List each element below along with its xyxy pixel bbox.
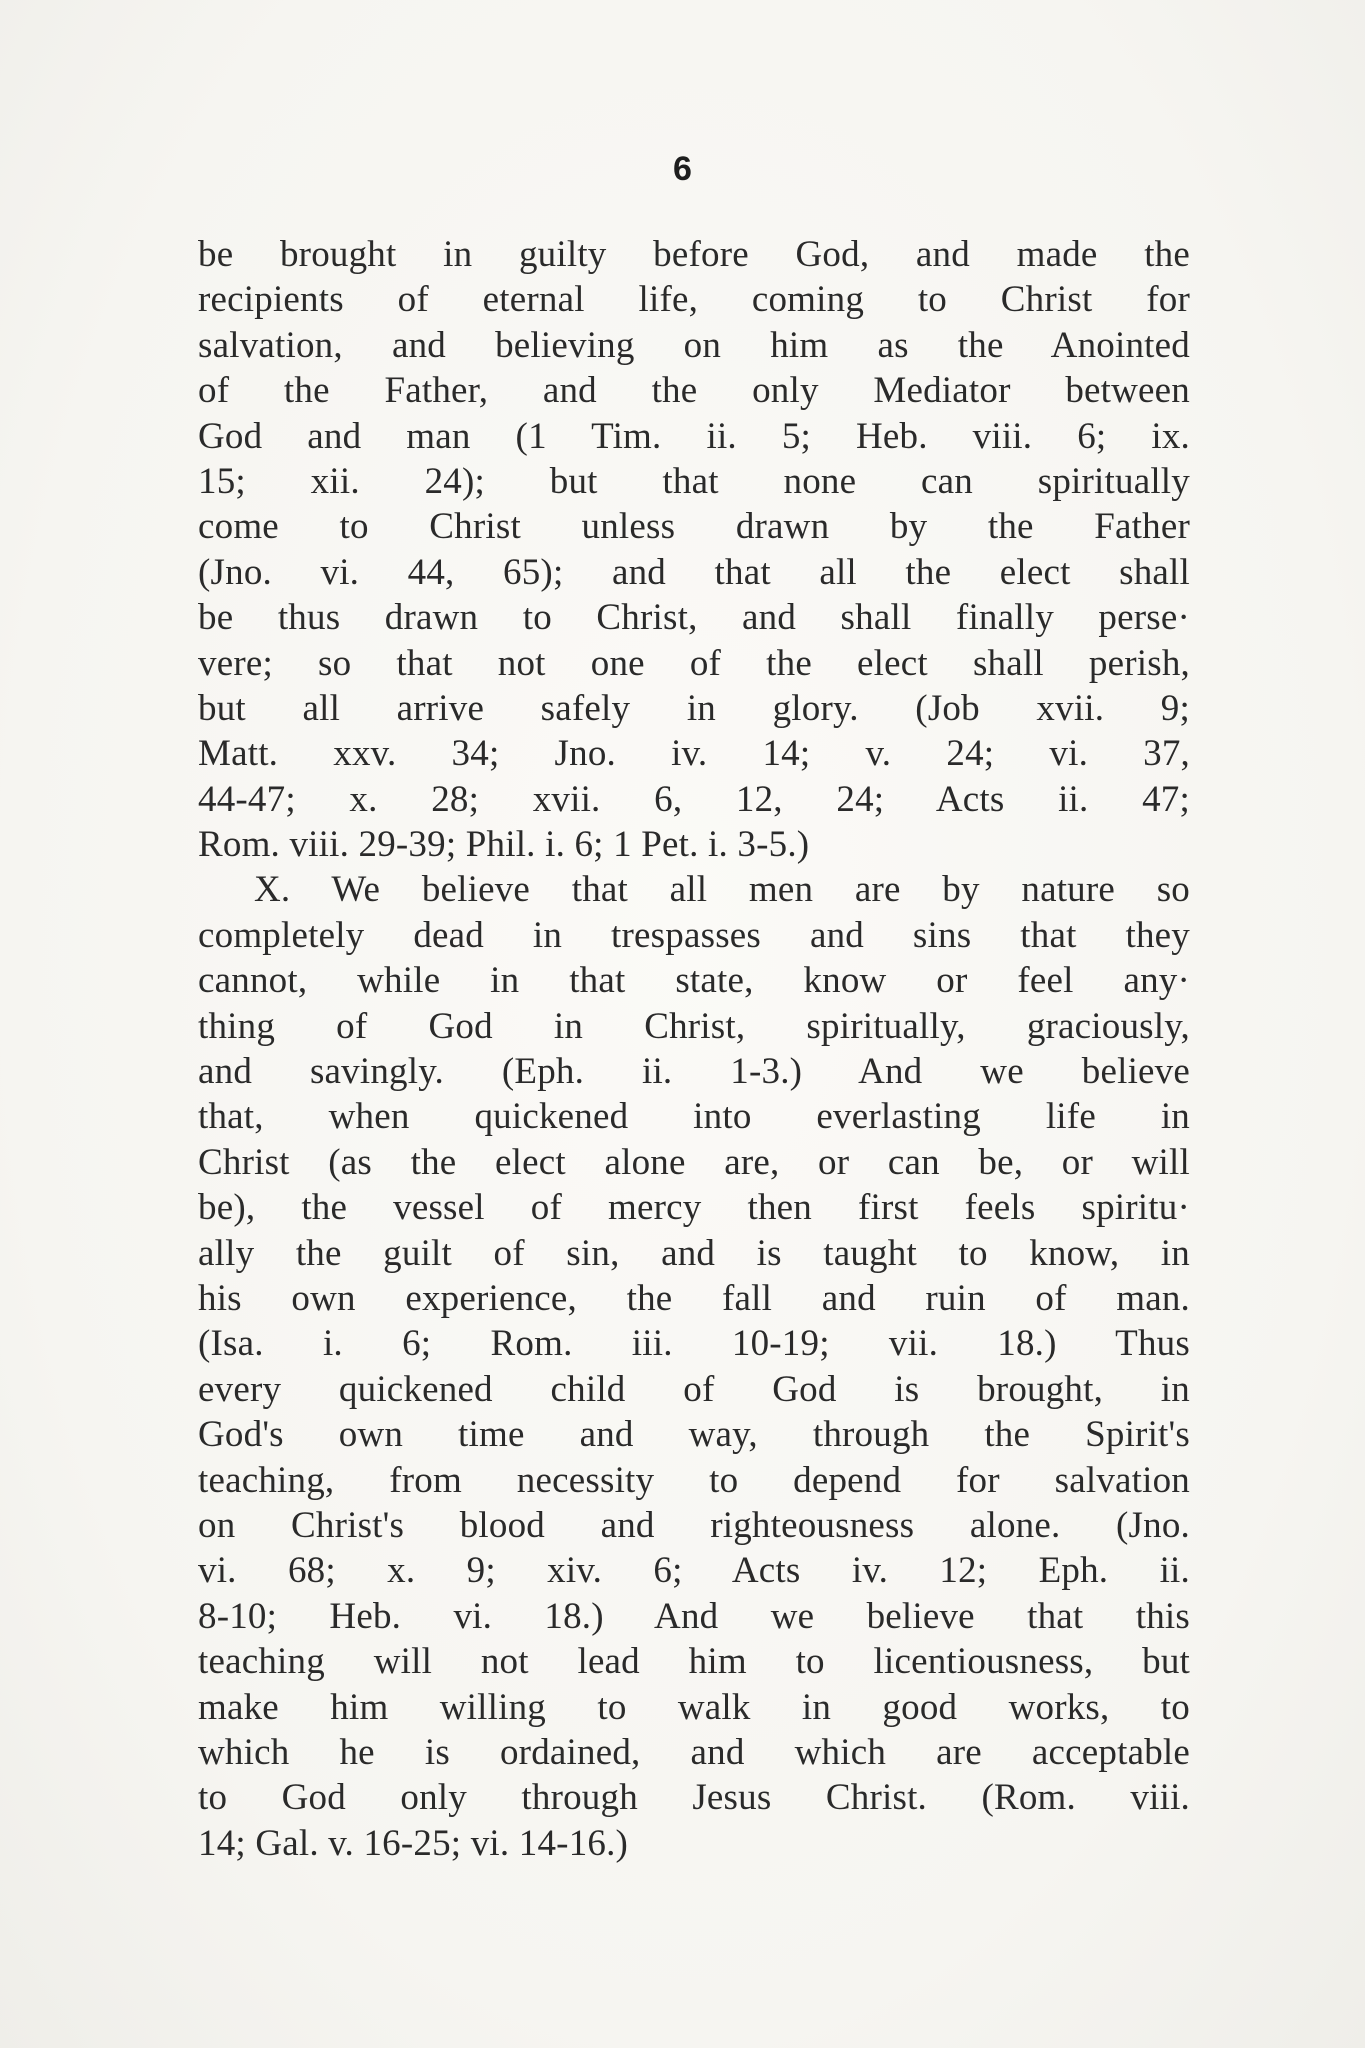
text-line: on Christ's blood and righteousness alone. (Jno.	[198, 1504, 1190, 1546]
text-line: recipients of eternal life, coming to Christ for	[198, 279, 1190, 321]
text-line: Christ (as the elect alone are, or can be, or will	[198, 1141, 1190, 1183]
text-line: 8-10; Heb. vi. 18.) And we believe that this	[198, 1595, 1190, 1637]
text-line: (Isa. i. 6; Rom. iii. 10-19; vii. 18.) Thus	[198, 1323, 1190, 1365]
paragraph-start-line: X. We believe that all men are by nature so	[254, 869, 1190, 911]
text-line: to God only through Jesus Christ. (Rom. viii.	[198, 1777, 1190, 1819]
text-line: 14; Gal. v. 16-25; vi. 14-16.)	[198, 1822, 629, 1864]
text-line: but all arrive safely in glory. (Job xvii. 9;	[198, 687, 1190, 729]
text-line: ally the guilt of sin, and is taught to know, in	[198, 1232, 1190, 1274]
page-number: 6	[673, 150, 692, 188]
text-line: which he is ordained, and which are acceptable	[198, 1731, 1190, 1773]
text-line: vi. 68; x. 9; xiv. 6; Acts iv. 12; Eph. ii.	[198, 1550, 1190, 1592]
text-line: Rom. viii. 29-39; Phil. i. 6; 1 Pet. i. 3-5.)	[198, 824, 810, 866]
text-line: be thus drawn to Christ, and shall finally perse·	[198, 597, 1190, 639]
text-line: salvation, and believing on him as the Anointed	[198, 324, 1190, 366]
text-line: (Jno. vi. 44, 65); and that all the elect shall	[198, 551, 1190, 593]
text-line: completely dead in trespasses and sins that they	[198, 914, 1190, 956]
text-line: God's own time and way, through the Spirit's	[198, 1414, 1190, 1456]
text-line: every quickened child of God is brought, in	[198, 1368, 1190, 1410]
text-line: 44-47; x. 28; xvii. 6, 12, 24; Acts ii. 47;	[198, 778, 1190, 820]
text-line: Matt. xxv. 34; Jno. iv. 14; v. 24; vi. 37,	[198, 733, 1190, 775]
text-line: come to Christ unless drawn by the Father	[198, 506, 1190, 548]
text-line: and savingly. (Eph. ii. 1-3.) And we believe	[198, 1051, 1190, 1093]
text-line: his own experience, the fall and ruin of man.	[198, 1277, 1190, 1319]
text-line: be), the vessel of mercy then first feels spiritu·	[198, 1187, 1190, 1229]
text-line: of the Father, and the only Mediator between	[198, 370, 1190, 412]
text-line: teaching, from necessity to depend for salvation	[198, 1459, 1190, 1501]
body-text	[198, 232, 1190, 1866]
text-line: 15; xii. 24); but that none can spiritually	[198, 460, 1190, 502]
text-line: teaching will not lead him to licentiousness, but	[198, 1641, 1190, 1683]
text-line: make him willing to walk in good works, to	[198, 1686, 1190, 1728]
text-line: thing of God in Christ, spiritually, graciously,	[198, 1005, 1190, 1047]
text-line: be brought in guilty before God, and made the	[198, 234, 1190, 275]
text-line: vere; so that not one of the elect shall perish,	[198, 642, 1190, 684]
text-line: cannot, while in that state, know or feel any·	[198, 960, 1190, 1002]
text-line: God and man (1 Tim. ii. 5; Heb. viii. 6; ix.	[198, 415, 1190, 457]
text-line: that, when quickened into everlasting life in	[198, 1096, 1190, 1138]
